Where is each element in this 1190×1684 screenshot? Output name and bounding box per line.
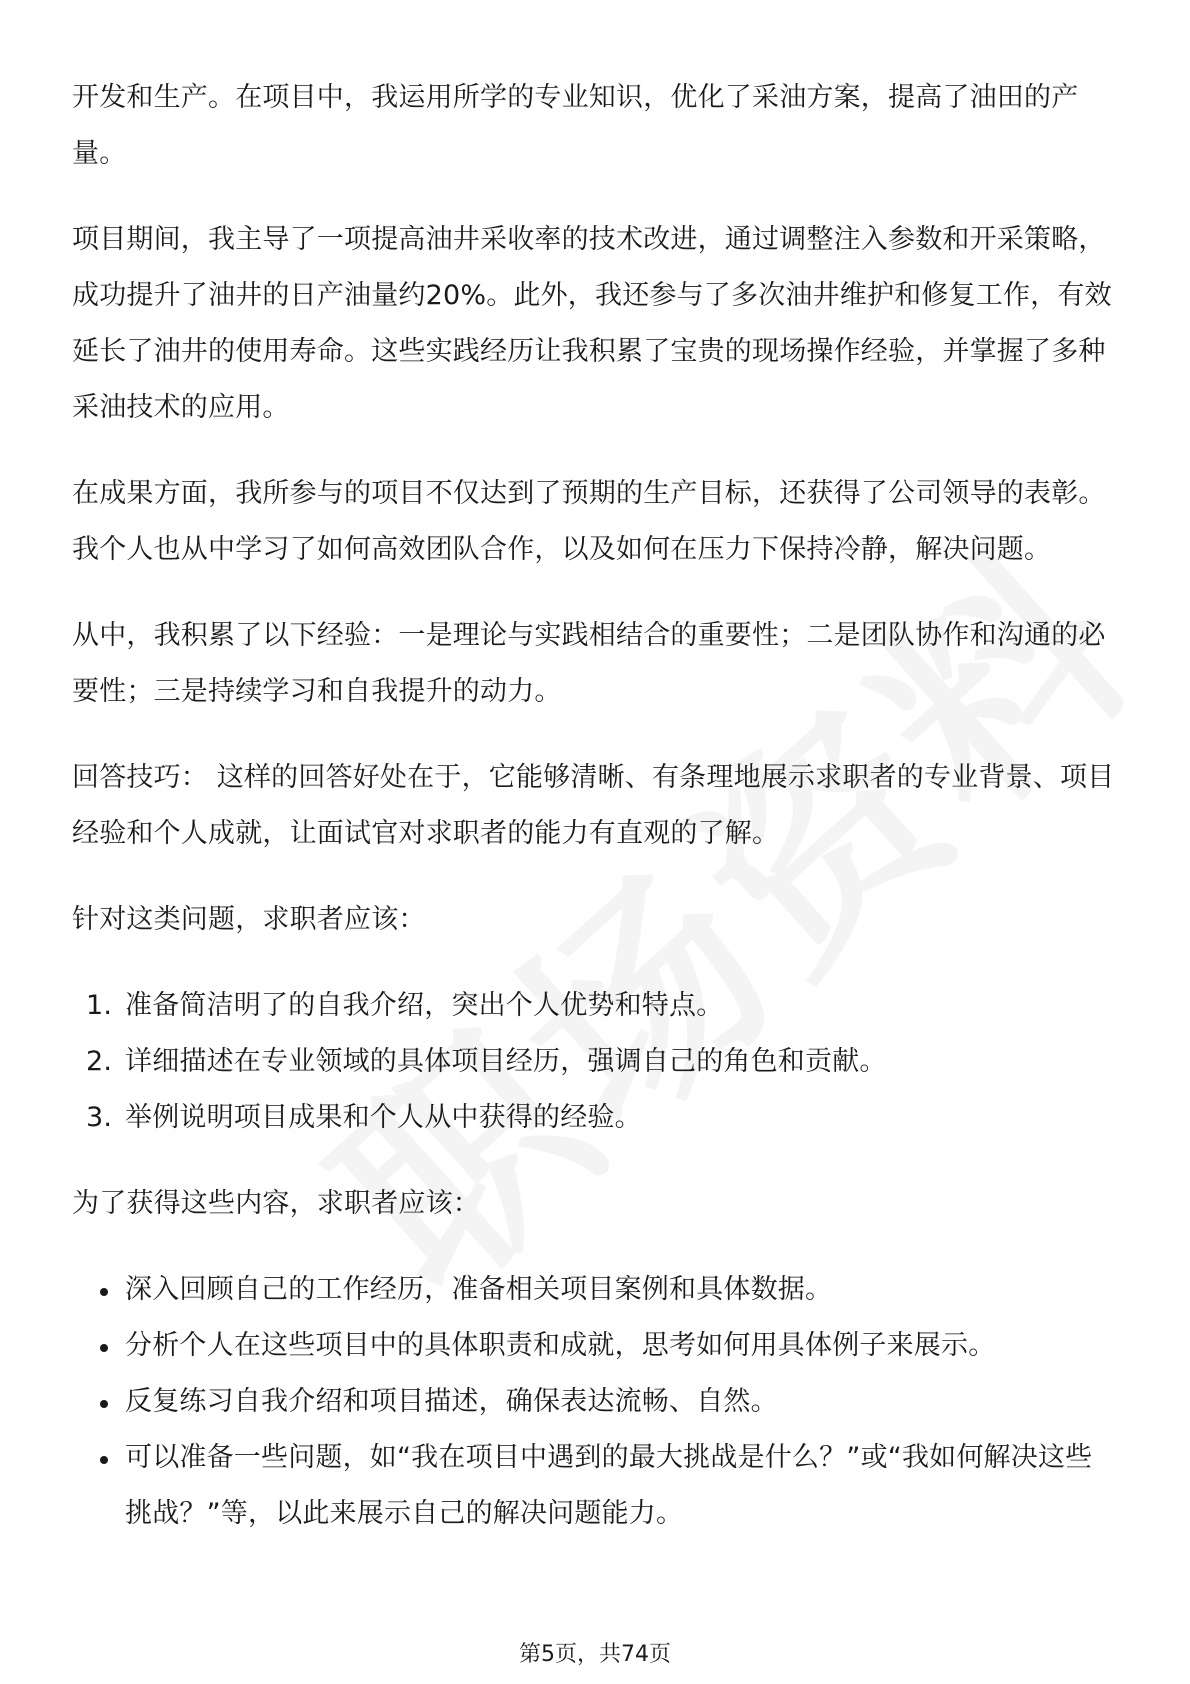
list-number: 1. xyxy=(86,990,113,1021)
paragraph: 在成果方面，我所参与的项目不仅达到了预期的生产目标，还获得了公司领导的表彰。我个人也从中学习了如何高效团队合作，以及如何在压力下保持冷静，解决问题。 xyxy=(72,478,1106,565)
paragraph: 从中，我积累了以下经验：一是理论与实践相结合的重要性；二是团队协作和沟通的必要性；三是持续学习和自我提升的动力。 xyxy=(72,620,1106,707)
list-item xyxy=(72,1374,1118,1430)
list-item xyxy=(72,1262,1118,1318)
bullet-list xyxy=(72,1262,1118,1542)
list-item-text: 分析个人在这些项目中的具体职责和成就，思考如何用具体例子来展示。 xyxy=(125,1330,996,1361)
list-item xyxy=(72,978,1118,1034)
paragraph: 开发和生产。在项目中，我运用所学的专业知识，优化了采油方案，提高了油田的产量。 xyxy=(72,82,1079,169)
list-item-text: 可以准备一些问题，如“我在项目中遇到的最大挑战是什么？”或“我如何解决这些挑战？”等，以此来展示自己的解决问题能力。 xyxy=(125,1442,1093,1529)
list-item-text: 详细描述在专业领域的具体项目经历，强调自己的角色和贡献。 xyxy=(125,1046,887,1077)
paragraph: 为了获得这些内容，求职者应该： xyxy=(72,1188,480,1219)
list-number: 3. xyxy=(86,1102,113,1133)
list-item-text: 举例说明项目成果和个人从中获得的经验。 xyxy=(125,1102,642,1133)
list-item-text: 准备简洁明了的自我介绍，突出个人优势和特点。 xyxy=(125,990,724,1021)
document-body xyxy=(72,70,1118,1572)
list-item-text: 深入回顾自己的工作经历，准备相关项目案例和具体数据。 xyxy=(125,1274,833,1305)
list-number: 2. xyxy=(86,1046,113,1077)
bullet-icon xyxy=(100,1456,108,1464)
paragraph: 针对这类问题，求职者应该： xyxy=(72,904,426,935)
bullet-icon xyxy=(100,1344,108,1352)
list-item xyxy=(72,1034,1118,1090)
list-item xyxy=(72,1318,1118,1374)
bullet-icon xyxy=(100,1400,108,1408)
bullet-icon xyxy=(100,1288,108,1296)
list-item xyxy=(72,1430,1118,1542)
list-item-text: 反复练习自我介绍和项目描述，确保表达流畅、自然。 xyxy=(125,1386,778,1417)
paragraph: 项目期间，我主导了一项提高油井采收率的技术改进，通过调整注入参数和开采策略，成功提升了油井的日产油量约20%。此外，我还参与了多次油井维护和修复工作，有效延长了油井的使用寿命。这些实践经历让我积累了宝贵的现场操作经验，并掌握了多种采油技术的应用。 xyxy=(72,224,1112,423)
page-footer: 第5页，共74页 xyxy=(519,1642,671,1667)
list-item xyxy=(72,1090,1118,1146)
numbered-list xyxy=(72,978,1118,1146)
paragraph: 回答技巧： 这样的回答好处在于，它能够清晰、有条理地展示求职者的专业背景、项目经验和个人成就，让面试官对求职者的能力有直观的了解。 xyxy=(72,762,1115,849)
